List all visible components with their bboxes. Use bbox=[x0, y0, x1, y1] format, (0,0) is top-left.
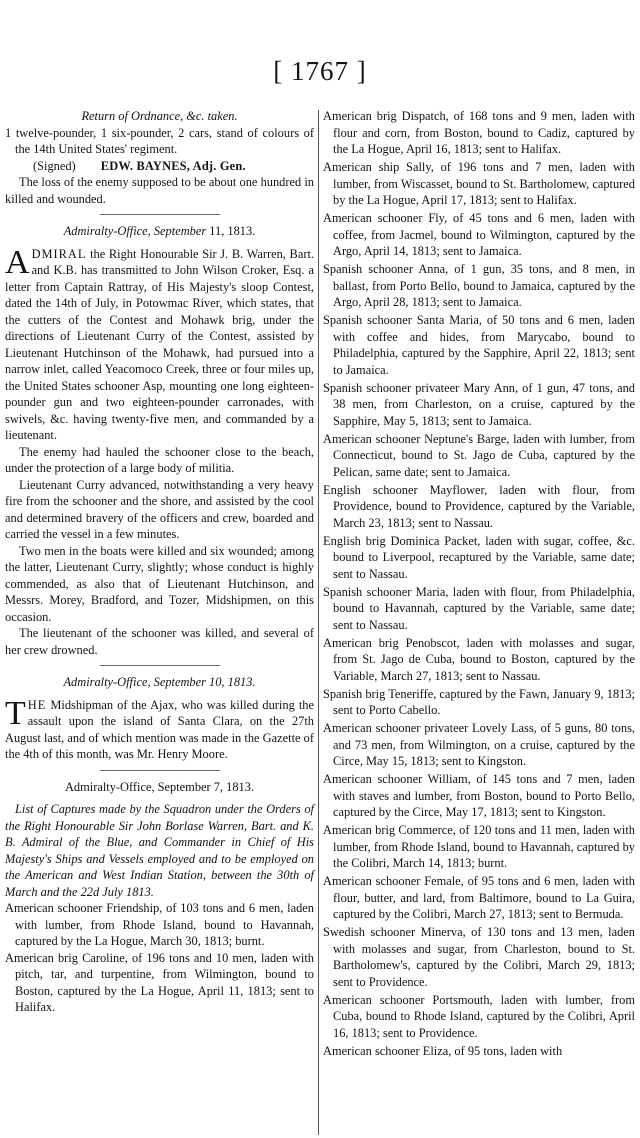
loss-text: The loss of the enemy supposed to be about one hundred in killed and wounded. bbox=[5, 175, 314, 206]
admiralty-1-paragraph-5: The lieutenant of the schooner was killed, and several of her crew drowned. bbox=[5, 626, 314, 657]
ordnance-heading: Return of Ordnance, &c. taken. bbox=[81, 109, 238, 123]
capture-entry: American brig Penobscot, laden with molasses and sugar, from St. Jago de Cuba, bound to Boston, captured by the Variable, March 27, 1813; sent to Nassau. bbox=[323, 635, 635, 683]
capture-entry: American schooner Eliza, of 95 tons, laden with bbox=[323, 1043, 563, 1058]
capture-entry: English schooner Mayflower, laden with flour, from Providence, bound to Providence, captured by the Variable, March 23, 1813; sent to Nassau. bbox=[323, 482, 635, 530]
section-rule bbox=[100, 770, 220, 771]
admiralty-1-paragraph-3: Lieutenant Curry advanced, notwithstanding a very heavy fire from the schooner and the shore, and assisted by the cool and determined bravery of the officers and crew, boarded and carried the vessel in a few minutes. bbox=[5, 477, 314, 541]
opening-caps: HE bbox=[27, 697, 47, 712]
capture-entry: American schooner Friendship, of 103 tons and 6 men, laden with lumber, from Rhode Island, bound to Havannah, captured by the La Hogue, March 30, 1813; burnt. bbox=[5, 901, 314, 948]
admiralty-heading-1-italic: Admiralty-Office, September bbox=[63, 224, 207, 238]
signature-line bbox=[5, 158, 314, 175]
admiralty-1-text: the Right Honourable Sir J. B. Warren, Bart. and K.B. has transmitted to John Wilson Croker, Esq. a letter from Captain Rattray, of His Majesty's sloop Contest, dated the 14th of July, in Potowmac River, which states, that the cutters of the Contest and Mohawk brig, under the directions of Lieutenant Curry of the Contest, assisted by Lieutenant Hutchinson of the Mohawk, had pursued into a narrow inlet, called Yeacomoco Creek, three or four miles up, the United States schooner Asp, mounting one long eighteen-pounder gun and two eighteen-pounder carronades, with swivels, &c. having twenty-five men, and commanded by a lieutenant. bbox=[5, 246, 314, 442]
opening-caps: DMIRAL bbox=[31, 246, 87, 261]
list-of-captures-intro: List of Captures made by the Squadron under the Orders of the Right Honourable Sir John Borlase Warren, Bart. and K. B. Admiral of the Blue, and Commander in Chief of His Majesty's Ships and Vessels employed and to be employed on the American and West Indian Station, between the 30th of March and the 22d July 1813. bbox=[5, 802, 314, 899]
admiralty-heading-3: Admiralty-Office, September 7, 1813. bbox=[64, 779, 255, 794]
capture-entry: Spanish brig Teneriffe, captured by the Fawn, January 9, 1813; sent to Porto Cabello. bbox=[323, 686, 635, 717]
capture-entry: Swedish schooner Minerva, of 130 tons and 13 men, laden with molasses and sugar, from Charleston, bound to St. Bartholomew's, captured by the Colibri, March 29, 1813; sent to Providence. bbox=[323, 925, 635, 989]
admiralty-1-paragraph-2: The enemy had hauled the schooner close to the beach, under the protection of a large body of militia. bbox=[5, 444, 314, 475]
page-number: [ 1767 ] bbox=[273, 56, 367, 86]
left-column bbox=[5, 108, 314, 1016]
admiralty-heading-2: Admiralty-Office, September 10, 1813. bbox=[63, 675, 256, 689]
capture-entry: American brig Dispatch, of 168 tons and 9 men, laden with flour and corn, from Boston, bound to Cadiz, captured by the La Hogue, April 16, 1813; sent to Halifax. bbox=[323, 109, 635, 156]
capture-entry: American schooner William, of 145 tons and 7 men, laden with staves and lumber, from Boston, bound to Porto Bello, captured by the Circe, May 17, 1813; sent to Kingston. bbox=[323, 772, 635, 819]
signed-label: (Signed) bbox=[33, 158, 76, 173]
admiralty-heading-1-date: 11, 1813. bbox=[209, 224, 256, 238]
admiralty-heading-1 bbox=[5, 223, 314, 240]
signed-name: EDW. BAYNES, Adj. Gen. bbox=[100, 158, 246, 173]
drop-cap: T bbox=[5, 694, 26, 732]
capture-entry: English brig Dominica Packet, laden with sugar, coffee, &c. bound to Liverpool, recaptured by the Variable, same date; sent to Nassau. bbox=[323, 533, 635, 581]
capture-entry: Spanish schooner Anna, of 1 gun, 35 tons, and 8 men, in ballast, from Porto Bello, bound to Jamaica, captured by the Argo, April 28, 1813; sent to Jamaica. bbox=[323, 262, 635, 309]
admiralty-2-text: Midshipman of the Ajax, who was killed during the assault upon the island of Santa Clara, on the 27th August last, and of which mention was made in the Gazette of the 4th of this month, was Mr. Henry Moore. bbox=[5, 697, 314, 761]
capture-entry: Spanish schooner Santa Maria, of 50 tons and 6 men, laden with coffee and hides, from Marycabo, bound to Philadelphia, captured by the Sapphire, April 22, 1813; sent to Jamaica. bbox=[323, 313, 635, 377]
capture-entry: American schooner Portsmouth, laden with lumber, from Cuba, bound to Rhode Island, captured by the Colibri, April 16, 1813; sent to Providence. bbox=[323, 992, 635, 1040]
admiralty-2-paragraph bbox=[5, 694, 314, 763]
capture-entry: American ship Sally, of 196 tons and 7 men, laden with lumber, from Wiscasset, bound to St. Bartholomew, captured by the La Hogue, April 17, 1813; sent to Halifax. bbox=[323, 160, 635, 207]
capture-entry: American schooner Fly, of 45 tons and 6 men, laden with coffee, from Jacmel, bound to Wilmington, captured by the Argo, April 14, 1813; sent to Jamaica. bbox=[323, 211, 635, 258]
drop-cap: A bbox=[5, 243, 30, 281]
ordnance-text: 1 twelve-pounder, 1 six-pounder, 2 cars, stand of colours of the 14th United States' regiment. bbox=[5, 125, 314, 156]
capture-entry: American schooner privateer Lovely Lass, of 5 guns, 80 tons, and 73 men, from Wilmington, on a cruise, captured by the Circe, May 15, 1813; sent to Kingston. bbox=[323, 721, 635, 768]
admiralty-1-paragraph-4: Two men in the boats were killed and six wounded; among the latter, Lieutenant Curry, slightly; whose conduct is highly commended, as also that of Lieutenant Hutchinson, and Messrs. Morey, Bradford, and Tozer, Midshipmen, on this occasion. bbox=[5, 543, 314, 624]
column-divider bbox=[318, 110, 319, 1135]
capture-entry: American brig Commerce, of 120 tons and 11 men, laden with lumber, from Rhode Island, bound to Havannah, captured by the Colibri, March 14, 1813; burnt. bbox=[323, 823, 635, 870]
capture-entry: Spanish schooner privateer Mary Ann, of 1 gun, 47 tons, and 38 men, from Charleston, on a cruise, captured by the Sapphire, May 5, 1813; sent to Jamaica. bbox=[323, 380, 635, 428]
right-column bbox=[323, 108, 635, 1061]
admiralty-1-paragraph-1 bbox=[5, 243, 314, 444]
capture-entry: American schooner Neptune's Barge, laden with lumber, from Connecticut, bound to St. Jago de Cuba, captured by the Pelican, same date; sent to Jamaica. bbox=[323, 431, 635, 479]
capture-entry: Spanish schooner Maria, laden with flour, from Philadelphia, bound to Havannah, captured by the Variable, same date; sent to Nassau. bbox=[323, 584, 635, 632]
capture-entry: American brig Caroline, of 196 tons and 10 men, laden with pitch, tar, and turpentine, from Wilmington, bound to Boston, captured by the La Hogue, April 11, 1813; sent to Halifax. bbox=[5, 950, 314, 1014]
capture-entry: American schooner Female, of 95 tons and 6 men, laden with flour, butter, and lard, from Baltimore, bound to La Guira, captured by the Colibri, March 27, 1813; sent to Bermuda. bbox=[323, 874, 635, 921]
section-rule bbox=[100, 665, 220, 666]
section-rule bbox=[100, 214, 220, 215]
